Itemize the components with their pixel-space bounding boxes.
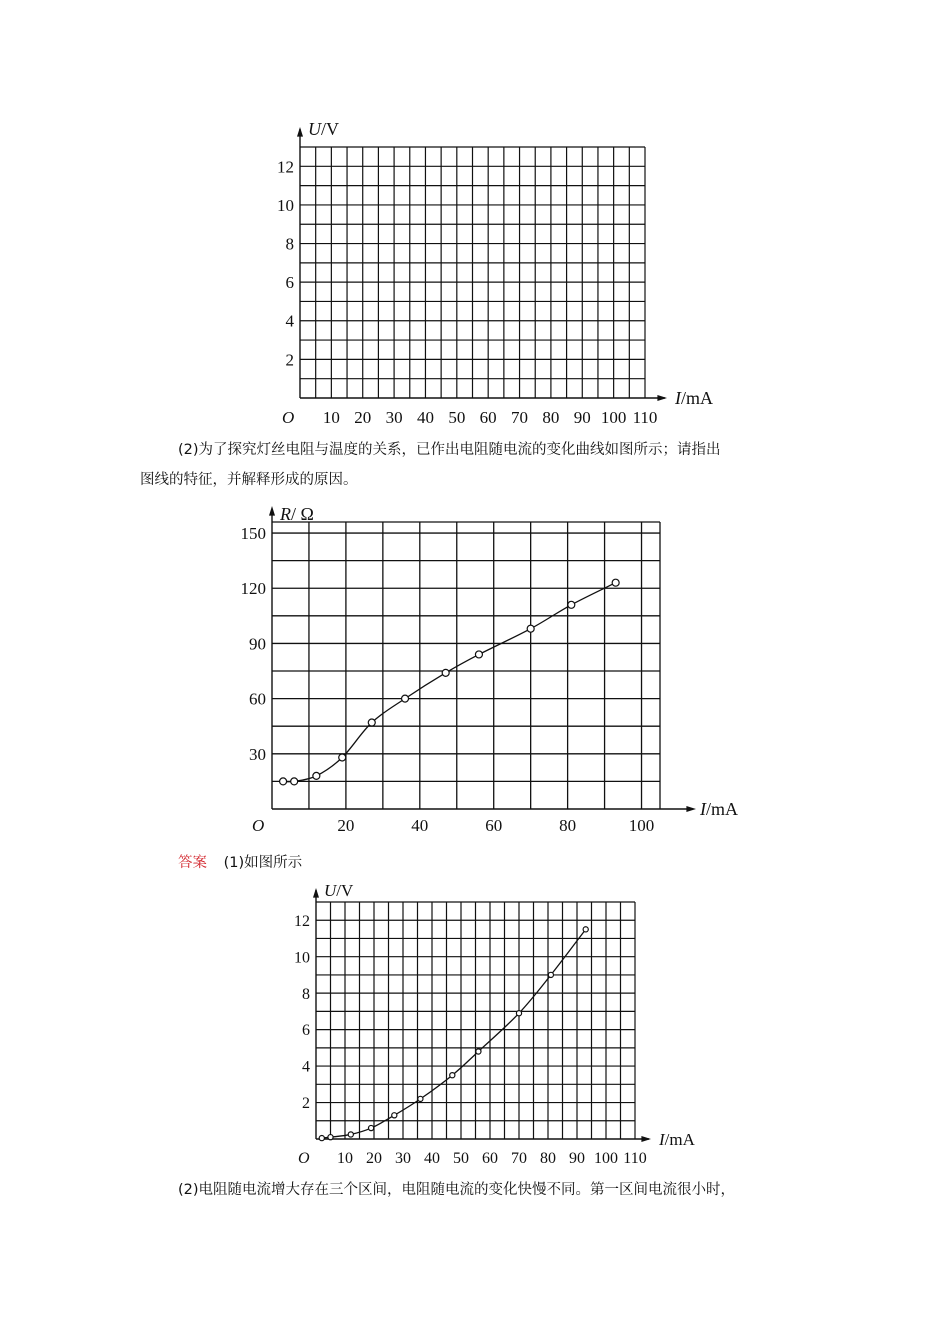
- answer-part-1: (1)如图所示: [223, 855, 303, 871]
- x-tick-label: 110: [623, 1150, 647, 1167]
- x-tick-label: 90: [573, 408, 591, 427]
- y-tick-label: 90: [249, 634, 266, 654]
- x-axis-label: I/mA: [700, 799, 739, 819]
- x-tick-label: 100: [628, 816, 655, 835]
- x-tick-label: 110: [632, 408, 658, 427]
- data-point: [548, 972, 553, 977]
- y-tick-label: 2: [302, 1095, 310, 1113]
- y-tick-label: 150: [240, 524, 266, 544]
- x-tick-label: 30: [385, 408, 403, 427]
- x-tick-label: 10: [322, 408, 340, 427]
- y-tick-label: 12: [294, 912, 310, 930]
- x-tick-label: 20: [354, 408, 372, 427]
- y-tick-label: 120: [240, 579, 266, 599]
- x-tick-label: 80: [542, 408, 560, 427]
- series-curve: [322, 929, 586, 1138]
- question-2-line-1: (2)为了探究灯丝电阻与温度的关系，已作出电阻随电流的变化曲线如图所示；请指出: [178, 442, 721, 458]
- x-tick-label: 60: [479, 408, 497, 427]
- data-point: [328, 1135, 333, 1140]
- x-tick-label: 90: [569, 1150, 585, 1167]
- y-axis-label: U/V: [324, 881, 354, 900]
- answer-2-line-1: (2)电阻随电流增大存在三个区间，电阻随电流的变化快慢不同。第一区间电流很小时，: [178, 1182, 736, 1198]
- y-tick-label: 10: [294, 949, 310, 967]
- data-point: [418, 1096, 423, 1101]
- data-point: [476, 1049, 481, 1054]
- y-tick-label: 12: [277, 157, 294, 177]
- y-tick-label: 2: [285, 350, 294, 370]
- x-tick-label: 50: [448, 408, 466, 427]
- data-point: [319, 1135, 324, 1140]
- origin-label: O: [298, 1150, 310, 1167]
- x-axis-arrow-icon: [641, 1136, 651, 1142]
- x-tick-label: 30: [395, 1150, 411, 1167]
- x-tick-label: 50: [453, 1150, 469, 1167]
- x-tick-label: 100: [594, 1150, 618, 1167]
- y-tick-label: 6: [302, 1022, 310, 1040]
- y-tick-label: 60: [249, 689, 266, 709]
- origin-label: O: [252, 816, 265, 835]
- y-tick-label: 4: [302, 1058, 310, 1076]
- answer-label: 答案: [178, 855, 207, 871]
- x-tick-label: 40: [424, 1150, 440, 1167]
- data-point: [392, 1113, 397, 1118]
- data-point: [516, 1011, 521, 1016]
- data-point: [450, 1073, 455, 1078]
- answer-2-text: [178, 1175, 878, 1205]
- y-tick-label: 4: [285, 311, 294, 331]
- y-tick-label: 6: [285, 273, 294, 293]
- y-tick-label: 30: [249, 744, 266, 764]
- data-point: [369, 1125, 374, 1130]
- x-tick-label: 60: [485, 816, 503, 835]
- x-tick-label: 40: [411, 816, 429, 835]
- x-tick-label: 10: [337, 1150, 353, 1167]
- y-axis-arrow-icon: [313, 888, 319, 898]
- x-tick-label: 20: [337, 816, 355, 835]
- y-tick-label: 8: [285, 234, 294, 254]
- data-point: [583, 927, 588, 932]
- y-tick-label: 10: [277, 195, 294, 215]
- x-tick-label: 20: [366, 1150, 382, 1167]
- x-axis-label: I/mA: [659, 1130, 695, 1149]
- x-tick-label: 100: [600, 408, 627, 427]
- x-tick-label: 80: [559, 816, 577, 835]
- y-tick-label: 8: [302, 985, 310, 1003]
- y-axis-label: R/ Ω: [280, 504, 314, 524]
- data-point: [348, 1132, 353, 1137]
- x-tick-label: 60: [482, 1150, 498, 1167]
- y-axis-label: U/V: [308, 119, 339, 139]
- x-axis-label: I/mA: [675, 388, 714, 408]
- origin-label: O: [282, 408, 295, 427]
- x-tick-label: 70: [511, 408, 529, 427]
- x-tick-label: 80: [540, 1150, 556, 1167]
- x-tick-label: 70: [511, 1150, 527, 1167]
- question-2-line-2: 图线的特征，并解释形成的原因。: [140, 472, 358, 488]
- x-tick-label: 40: [416, 408, 434, 427]
